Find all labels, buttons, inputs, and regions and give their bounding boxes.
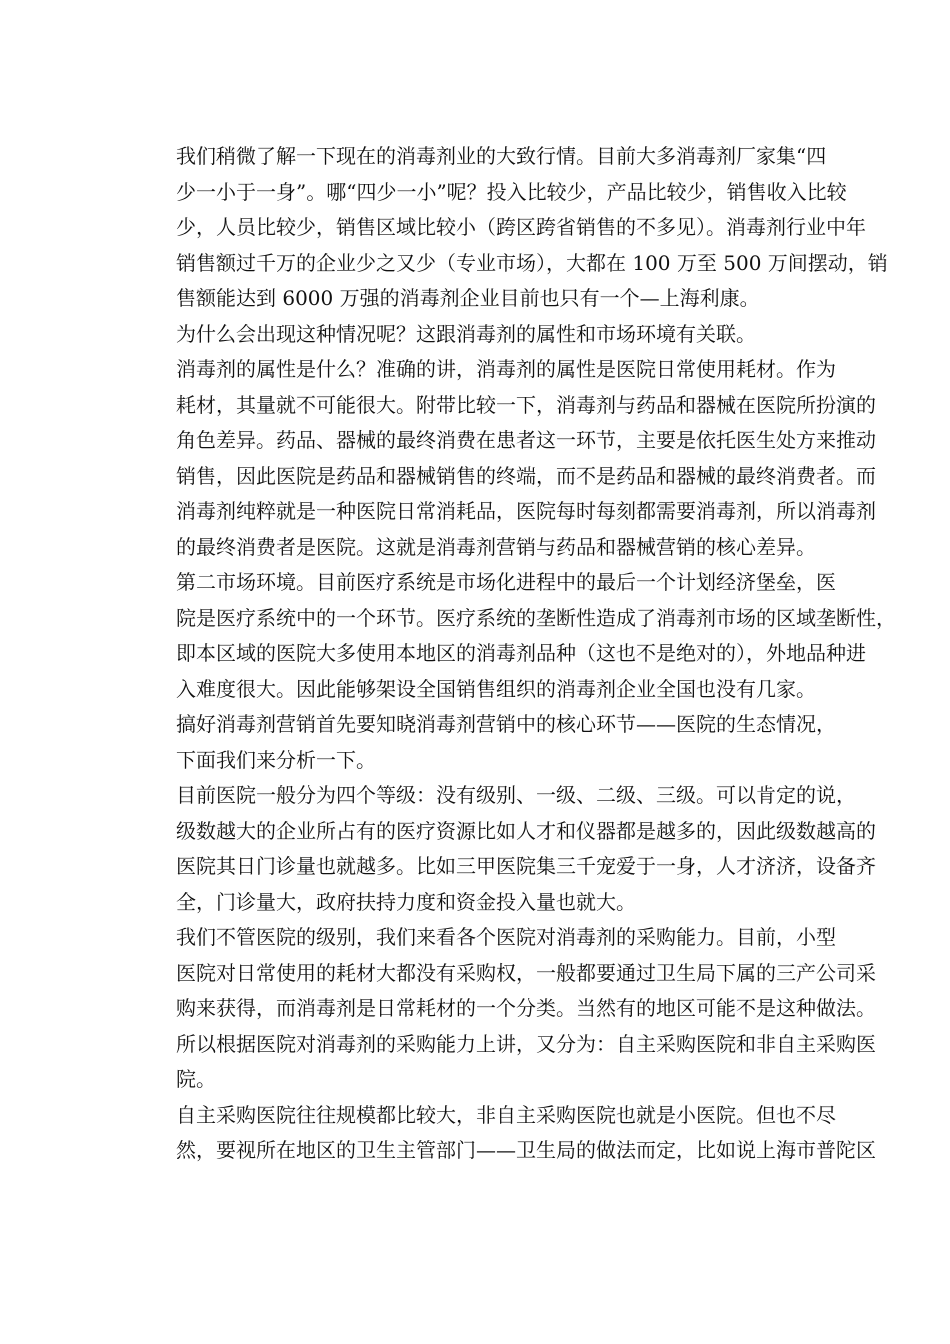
- text-line: 销售，因此医院是药品和器械销售的终端，而不是药品和器械的最终消费者。而: [176, 463, 876, 488]
- text-line: 医院对日常使用的耗材大都没有采购权，一般都要通过卫生局下属的三产公司采: [176, 960, 876, 985]
- text-line: 医院其日门诊量也就越多。比如三甲医院集三千宠爱于一身，人才济济，设备齐: [176, 854, 876, 878]
- text-line: 院是医疗系统中的一个环节。医疗系统的垄断性造成了消毒剂市场的区域垄断性，: [176, 605, 896, 630]
- text-line: 售额能达到 6000 万强的消毒剂企业目前也只有一个—上海利康。: [176, 286, 760, 310]
- text-line: 我们不管医院的级别，我们来看各个医院对消毒剂的采购能力。目前，小型: [176, 925, 836, 949]
- text-line: 少，人员比较少，销售区域比较小（跨区跨省销售的不多见）。消毒剂行业中年: [176, 215, 866, 239]
- text-line: 我们稍微了解一下现在的消毒剂业的大致行情。目前大多消毒剂厂家集“四: [176, 144, 827, 168]
- text-line: 自主采购医院往往规模都比较大，非自主采购医院也就是小医院。但也不尽: [176, 1102, 836, 1127]
- text-line: 的最终消费者是医院。这就是消毒剂营销与药品和器械营销的核心差异。: [176, 534, 816, 559]
- paragraph-industry-overview: [136, 139, 888, 317]
- text-line: 第二市场环境。目前医疗系统是市场化进程中的最后一个计划经济堡垒，医: [176, 570, 836, 594]
- paragraph-purchasing-ability: [136, 920, 876, 1098]
- text-line: 院。: [176, 1067, 216, 1091]
- text-line: 购来获得，而消毒剂是日常耗材的一个分类。当然有的地区可能不是这种做法。: [176, 996, 876, 1020]
- text-line: 级数越大的企业所占有的医疗资源比如人才和仪器都是越多的，因此级数越高的: [176, 818, 876, 843]
- text-line: 销售额过千万的企业少之又少（专业市场），大都在 100 万至 500 万间摆动，销: [176, 250, 888, 275]
- text-line: 角色差异。药品、器械的最终消费在患者这一环节，主要是依托医生处方来推动: [176, 428, 876, 452]
- paragraph-market-environment: [136, 565, 896, 707]
- text-line: 搞好消毒剂营销首先要知晓消毒剂营销中的核心环节——医院的生态情况，: [176, 712, 836, 736]
- text-line: 所以根据医院对消毒剂的采购能力上讲，又分为：自主采购医院和非自主采购医: [176, 1031, 876, 1056]
- text-line: 全，门诊量大，政府扶持力度和资金投入量也就大。: [176, 889, 636, 914]
- paragraph-question: [136, 317, 816, 353]
- text-line: 入难度很大。因此能够架设全国销售组织的消毒剂企业全国也没有几家。: [176, 676, 816, 701]
- text-line: 少一小于一身”。哪“四少一小”呢？投入比较少，产品比较少，销售收入比较: [176, 179, 847, 204]
- text-line: 为什么会出现这种情况呢？这跟消毒剂的属性和市场环境有关联。: [176, 321, 756, 346]
- paragraph-hospital-grades: [136, 778, 876, 920]
- paragraph-hospital-ecology: [136, 707, 836, 778]
- text-line: 目前医院一般分为四个等级：没有级别、一级、二级、三级。可以肯定的说，: [176, 783, 856, 807]
- text-line: 下面我们来分析一下。: [176, 747, 376, 772]
- paragraph-disinfectant-attribute: [136, 352, 876, 565]
- text-line: 耗材，其量就不可能很大。附带比较一下，消毒剂与药品和器械在医院所扮演的: [176, 392, 876, 417]
- text-line: 即本区域的医院大多使用本地区的消毒剂品种（这也不是绝对的），外地品种进: [176, 641, 866, 665]
- text-line: 然，要视所在地区的卫生主管部门——卫生局的做法而定，比如说上海市普陀区: [176, 1138, 876, 1162]
- text-line: 消毒剂的属性是什么？准确的讲，消毒剂的属性是医院日常使用耗材。作为: [176, 357, 836, 381]
- paragraph-autonomous-purchasing: [136, 1098, 876, 1169]
- document-body: [136, 139, 896, 1169]
- text-line: 消毒剂纯粹就是一种医院日常消耗品，医院每时每刻都需要消毒剂，所以消毒剂: [176, 499, 876, 523]
